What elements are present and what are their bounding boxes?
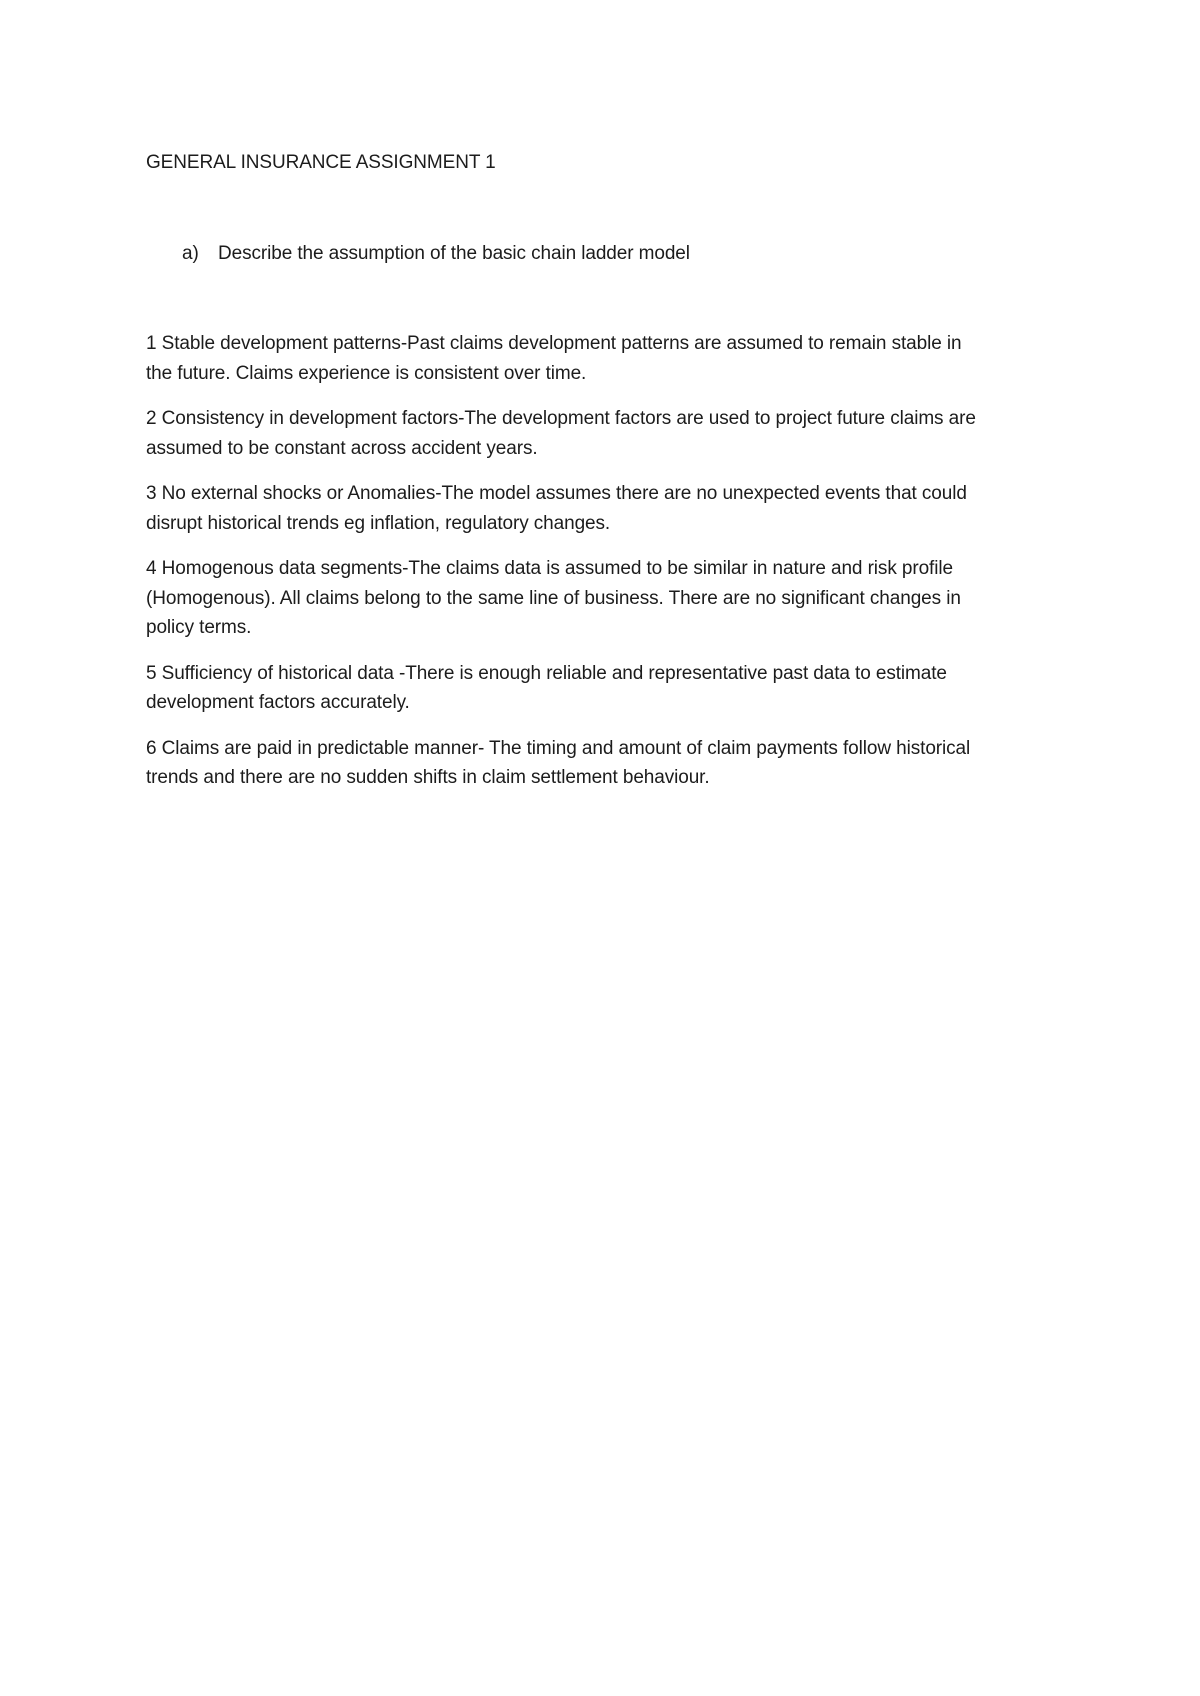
assumption-item-2: 2 Consistency in development factors-The development factors are used to project future claims are assumed to be constant across accident years. [146,408,976,459]
assumption-item-1: 1 Stable development patterns-Past claims development patterns are assumed to remain stable in the future. Claims experience is consistent over time. [146,333,962,384]
assumption-item-6: 6 Claims are paid in predictable manner- The timing and amount of claim payments follow historical trends and there are no sudden shifts in claim settlement behaviour. [146,737,971,788]
assumption-item-4: 4 Homogenous data segments-The claims data is assumed to be similar in nature and risk profile (Homogenous). All claims belong to the same line of business. There are no significant changes in policy terms. [146,558,961,638]
assumption-list [146,329,1066,793]
assumption-item-5: 5 Sufficiency of historical data -There is enough reliable and representative past data to estimate development factors accurately. [146,662,947,713]
question-a [182,239,1066,269]
document-body [146,148,1066,809]
assumption-item-3: 3 No external shocks or Anomalies-The model assumes there are no unexpected events that could disrupt historical trends eg inflation, regulatory changes. [146,483,967,534]
document-title: GENERAL INSURANCE ASSIGNMENT 1 [146,152,496,173]
question-text: Describe the assumption of the basic chain ladder model [218,242,690,264]
question-marker: a) [182,242,199,264]
